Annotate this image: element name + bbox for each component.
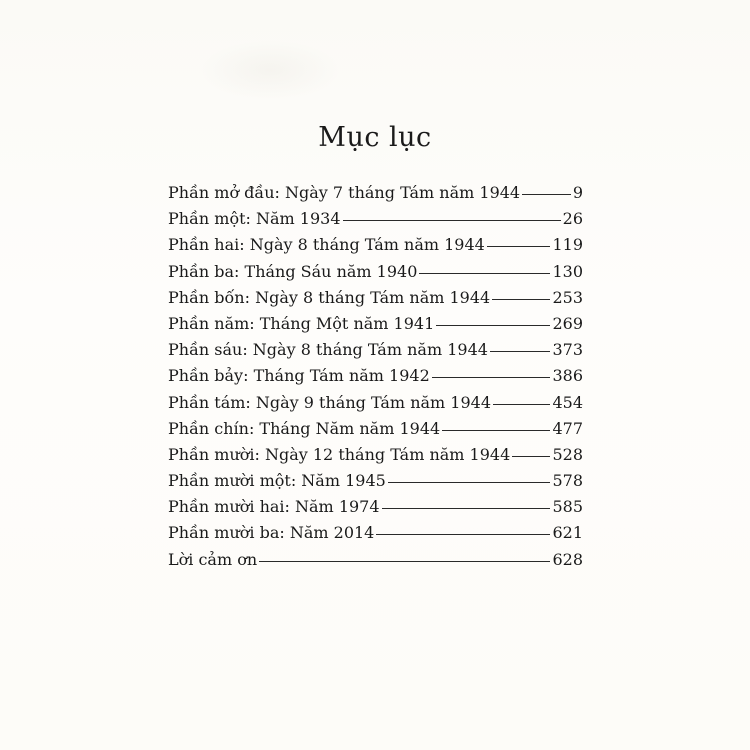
dot-leader (490, 351, 551, 352)
toc-entry-label: Phần sáu: Ngày 8 tháng Tám năm 1944 (168, 340, 488, 360)
toc-page-number: 585 (552, 497, 583, 517)
toc-page-number: 386 (552, 366, 583, 386)
dot-leader (343, 220, 561, 221)
toc-entry-label: Phần bốn: Ngày 8 tháng Tám năm 1944 (168, 287, 491, 307)
dot-leader (259, 561, 550, 562)
toc-entry-label: Phần mở đầu: Ngày 7 tháng Tám năm 1944 (168, 183, 521, 202)
toc-entry (168, 235, 583, 261)
toc-page-number: 477 (552, 418, 583, 438)
toc-page-number: 130 (552, 261, 583, 281)
dot-leader (512, 456, 550, 457)
toc-page-number: 253 (552, 287, 583, 307)
dot-leader (487, 246, 551, 247)
paper-smudge (200, 40, 340, 100)
table-of-contents (168, 183, 583, 576)
toc-page-number: 578 (552, 471, 583, 491)
toc-entry (168, 393, 583, 419)
toc-entry (168, 419, 583, 445)
toc-entry (168, 550, 583, 576)
dot-leader (388, 482, 551, 483)
toc-entry (168, 340, 583, 366)
toc-entry (168, 471, 583, 497)
toc-entry-label: Phần tám: Ngày 9 tháng Tám năm 1944 (168, 392, 492, 412)
toc-entry-label: Phần năm: Tháng Một năm 1941 (168, 313, 435, 333)
toc-page-number: 26 (562, 209, 583, 229)
dot-leader (419, 273, 550, 274)
toc-entry-label: Phần mười hai: Năm 1974 (168, 497, 380, 517)
dot-leader (436, 325, 550, 326)
toc-entry (168, 445, 583, 471)
toc-page-number: 621 (552, 523, 583, 543)
toc-page-number: 9 (572, 183, 583, 202)
toc-entry-label: Phần bảy: Tháng Tám năm 1942 (168, 366, 430, 386)
toc-entry-label: Phần mười một: Năm 1945 (168, 471, 386, 491)
toc-page-number: 119 (552, 235, 583, 255)
page-title: Mục lục (318, 122, 432, 153)
toc-entry-label: Phần ba: Tháng Sáu năm 1940 (168, 261, 418, 281)
toc-page-number: 528 (552, 444, 583, 464)
toc-entry (168, 314, 583, 340)
toc-entry (168, 262, 583, 288)
toc-entry-label: Phần chín: Tháng Năm năm 1944 (168, 418, 441, 438)
dot-leader (382, 508, 551, 509)
toc-entry-label: Lời cảm ơn (168, 549, 258, 569)
toc-page-number: 269 (552, 313, 583, 333)
toc-page-number: 628 (552, 549, 583, 569)
toc-entry-label: Phần hai: Ngày 8 tháng Tám năm 1944 (168, 235, 485, 255)
dot-leader (376, 534, 550, 535)
dot-leader (432, 377, 551, 378)
toc-entry (168, 366, 583, 392)
toc-page-number: 454 (552, 392, 583, 412)
toc-page-number: 373 (552, 340, 583, 360)
toc-entry (168, 209, 583, 235)
toc-entry (168, 523, 583, 549)
toc-entry (168, 288, 583, 314)
toc-entry-label: Phần mười ba: Năm 2014 (168, 523, 375, 543)
toc-entry (168, 497, 583, 523)
dot-leader (522, 194, 571, 195)
dot-leader (492, 299, 550, 300)
dot-leader (493, 404, 550, 405)
toc-entry-label: Phần mười: Ngày 12 tháng Tám năm 1944 (168, 444, 511, 464)
toc-entry-label: Phần một: Năm 1934 (168, 209, 341, 229)
toc-entry (168, 183, 583, 209)
dot-leader (442, 430, 550, 431)
